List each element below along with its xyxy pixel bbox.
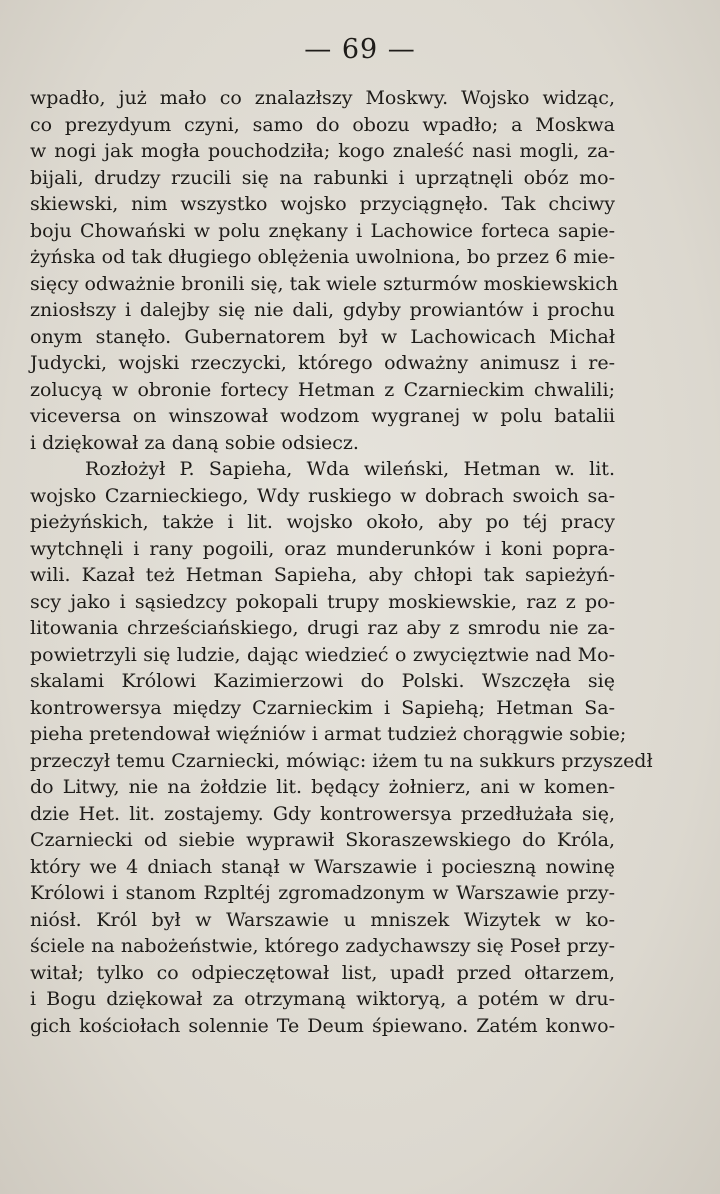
text-line: dzie Het. lit. zostajemy. Gdy kontrowersya przedłużała się, xyxy=(30,802,615,825)
text-line: wpadło, już mało co znalazłszy Moskwy. Wojsko widząc, xyxy=(30,87,615,109)
text-line: pieha pretendował więźniów i armat tudzież chorągwie sobie; xyxy=(30,723,627,745)
text-line: wojsko Czarnieckiego, Wdy ruskiego w dobrach swoich sa- xyxy=(30,484,615,507)
text-line: w nogi jak mogła pouchodziła; kogo znaleść nasi mogli, za- xyxy=(30,140,615,162)
text-line: Królowi i stanom Rzpltéj zgromadzonym w Warszawie przy- xyxy=(30,882,615,904)
text-line: Czarniecki od siebie wyprawił Skoraszewskiego do Króla, xyxy=(30,829,615,851)
text-line: witał; tylko co odpieczętował list, upadł przed ołtarzem, xyxy=(30,961,615,984)
text-line: który we 4 dniach stanął w Warszawie i pocieszną nowinę xyxy=(30,855,615,878)
text-line: zolucyą w obronie fortecy Hetman z Czarnieckim chwalili; xyxy=(30,378,615,401)
text-line: skiewski, nim wszystko wojsko przyciągnęło. Tak chciwy xyxy=(30,193,615,215)
text-line: i dziękował za daną sobie odsiecz. xyxy=(30,431,359,454)
text-line: pieżyńskich, także i lit. wojsko około, aby po téj pracy xyxy=(30,511,615,533)
text-line: i Bogu dziękował za otrzymaną wiktoryą, a potém w dru- xyxy=(30,988,615,1010)
text-line: sięcy odważnie bronili się, tak wiele szturmów moskiewskich xyxy=(30,272,619,295)
text-line: niósł. Król był w Warszawie u mniszek Wizytek w ko- xyxy=(30,908,615,931)
text-line: Judycki, wojski rzeczycki, którego odważny animusz i re- xyxy=(30,352,615,374)
text-line: kontrowersya między Czarnieckim i Sapiehą; Hetman Sa- xyxy=(30,696,615,719)
text-line: bijali, drudzy rzucili się na rabunki i uprzątnęli obóz mo- xyxy=(30,166,615,189)
text-line: scy jako i sąsiedzcy pokopali trupy moskiewskie, raz z po- xyxy=(30,590,615,613)
body-text xyxy=(30,85,653,1039)
text-line: co prezydyum czyni, samo do obozu wpadło; a Moskwa xyxy=(30,113,615,136)
text-line: przeczył temu Czarniecki, mówiąc: iżem tu na sukkurs przyszedł xyxy=(30,749,653,772)
text-line: boju Chowański w polu znękany i Lachowice forteca sapie- xyxy=(30,219,615,242)
text-line: do Litwy, nie na żołdzie lit. będący żołnierz, ani w komen- xyxy=(30,776,615,798)
text-line: żyńska od tak długiego oblężenia uwolniona, bo przez 6 mie- xyxy=(30,246,615,268)
text-line: Rozłożył P. Sapieha, Wda wileński, Hetman w. lit. xyxy=(85,458,615,480)
text-line: wili. Kazał też Hetman Sapieha, aby chłopi tak sapieżyń- xyxy=(30,564,615,586)
text-line: zniosłszy i dalejby się nie dali, gdyby prowiantów i prochu xyxy=(30,299,615,321)
text-line: viceversa on winszował wodzom wygranej w polu batalii xyxy=(30,405,615,427)
text-line: litowania chrześciańskiego, drugi raz aby z smrodu nie za- xyxy=(30,617,615,639)
page-number: — 69 — xyxy=(304,34,416,65)
text-line: gich kościołach solennie Te Deum śpiewano. Zatém konwo- xyxy=(30,1014,615,1037)
text-line: ściele na nabożeństwie, którego zadychawszy się Poseł przy- xyxy=(30,935,615,957)
text-line: powietrzyli się ludzie, dając wiedzieć o zwycięztwie nad Mo- xyxy=(30,643,615,666)
text-line: onym stanęło. Gubernatorem był w Lachowicach Michał xyxy=(30,325,615,348)
text-line: skalami Królowi Kazimierzowi do Polski. Wszczęła się xyxy=(30,670,615,692)
text-line: wytchnęli i rany pogoili, oraz munderunków i koni popra- xyxy=(30,537,615,560)
